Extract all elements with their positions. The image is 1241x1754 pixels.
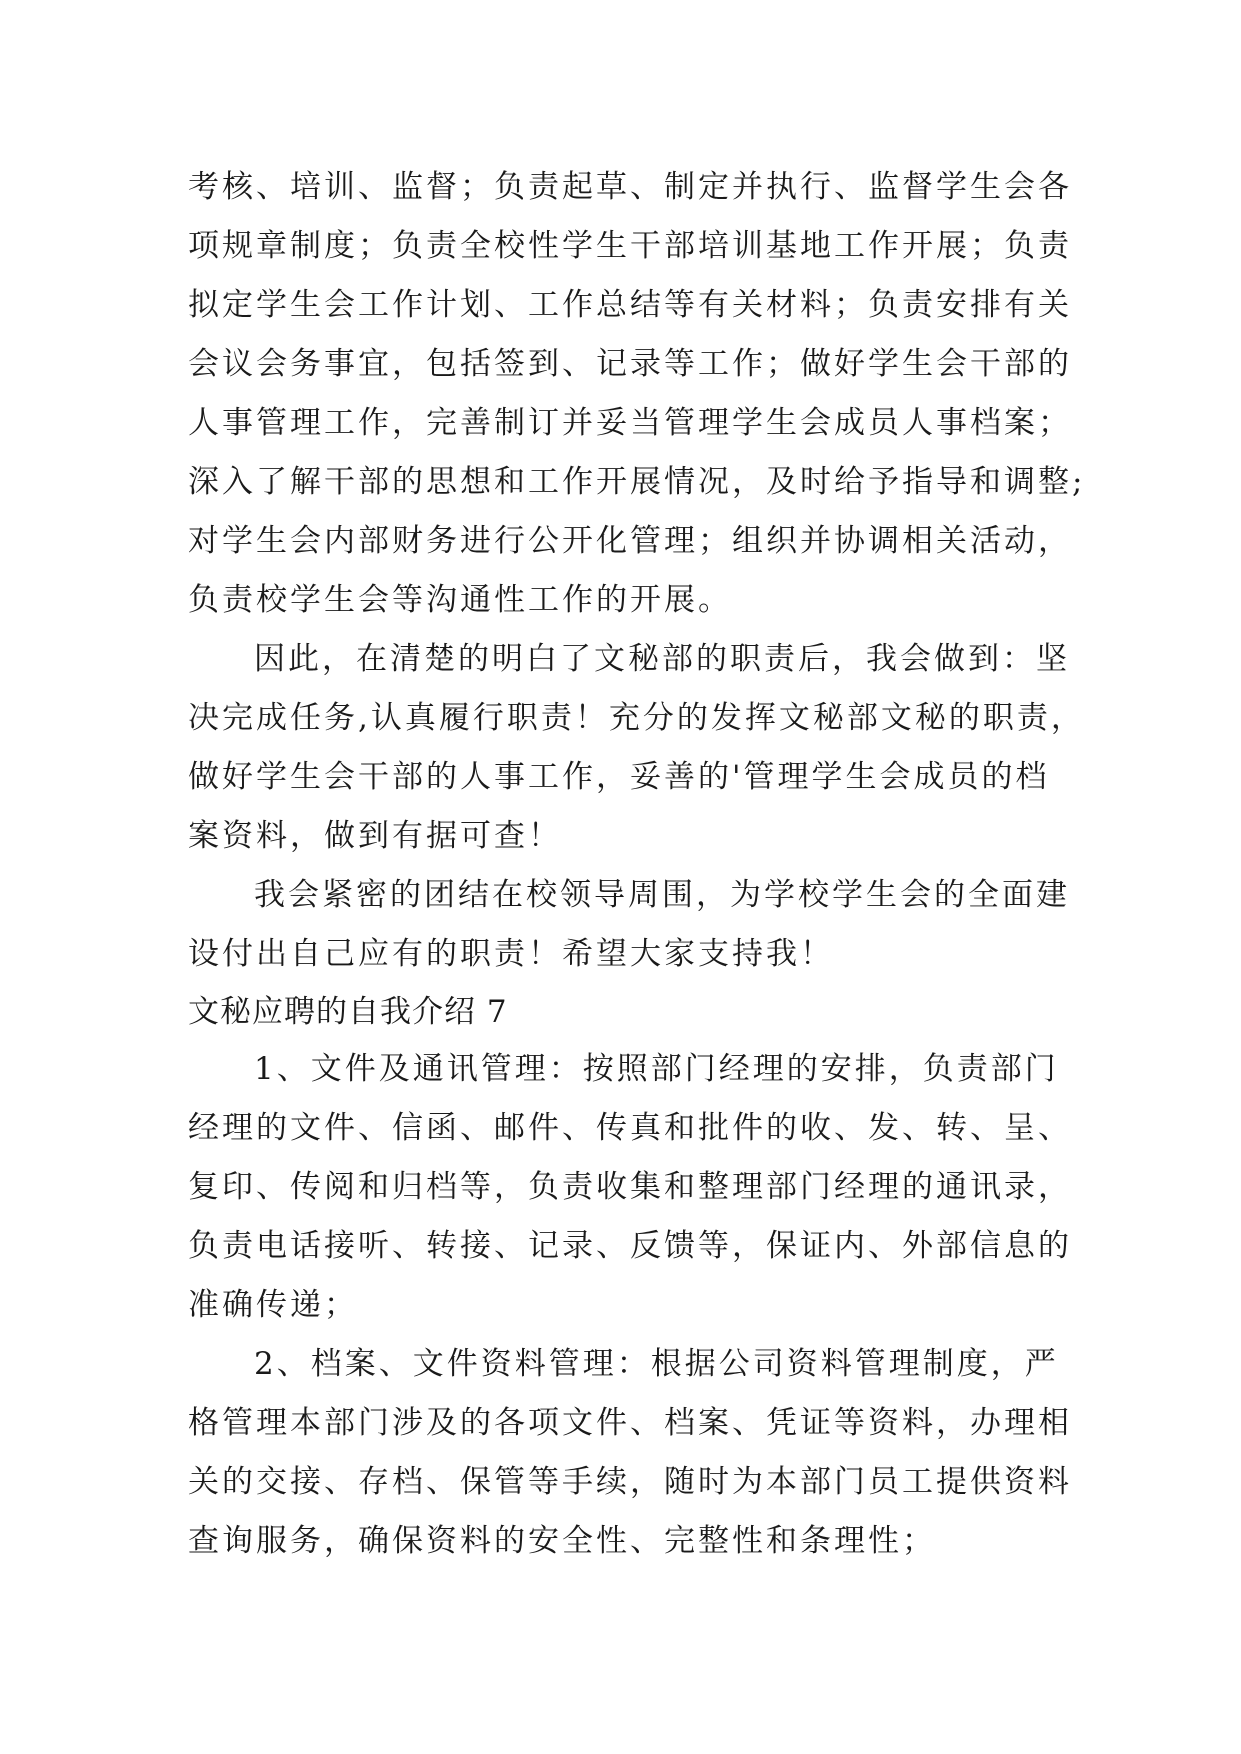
text-line: 2、档案、文件资料管理：根据公司资料管理制度，严 (254, 1346, 1059, 1382)
section-heading: 文秘应聘的自我介绍 7 (188, 994, 508, 1030)
text-line: 负责校学生会等沟通性工作的开展。 (188, 582, 732, 618)
document-body (188, 158, 1086, 1571)
text-line: 拟定学生会工作计划、工作总结等有关材料；负责安排有关 (188, 287, 1072, 323)
text-line: 复印、传阅和归档等，负责收集和整理部门经理的通讯录， (188, 1169, 1072, 1205)
text-line: 准确传递； (188, 1287, 358, 1323)
text-line: 负责电话接听、转接、记录、反馈等，保证内、外部信息的 (188, 1228, 1072, 1264)
text-line: 关的交接、存档、保管等手续，随时为本部门员工提供资料 (188, 1464, 1072, 1500)
text-line: 经理的文件、信函、邮件、传真和批件的收、发、转、呈、 (188, 1110, 1072, 1146)
text-line: 对学生会内部财务进行公开化管理；组织并协调相关活动， (188, 523, 1072, 559)
text-line: 因此，在清楚的明白了文秘部的职责后，我会做到：坚 (254, 641, 1070, 677)
text-line: 人事管理工作，完善制订并妥当管理学生会成员人事档案； (188, 405, 1072, 441)
text-line: 决完成任务,认真履行职责！充分的发挥文秘部文秘的职责， (188, 700, 1085, 736)
text-line: 格管理本部门涉及的各项文件、档案、凭证等资料，办理相 (188, 1405, 1072, 1441)
text-line: 会议会务事宜，包括签到、记录等工作；做好学生会干部的 (188, 346, 1072, 382)
text-line: 考核、培训、监督；负责起草、制定并执行、监督学生会各 (188, 169, 1072, 205)
text-line: 设付出自己应有的职责！希望大家支持我！ (188, 936, 834, 972)
text-line: 深入了解干部的思想和工作开展情况，及时给予指导和调整; (188, 464, 1086, 500)
text-line: 案资料，做到有据可查！ (188, 818, 562, 854)
text-line: 我会紧密的团结在校领导周围，为学校学生会的全面建 (254, 877, 1070, 913)
text-line: 做好学生会干部的人事工作，妥善的'管理学生会成员的档 (188, 759, 1050, 795)
text-line: 1、文件及通讯管理：按照部门经理的安排，负责部门 (254, 1051, 1059, 1087)
text-line: 查询服务，确保资料的安全性、完整性和条理性； (188, 1523, 936, 1559)
text-line: 项规章制度；负责全校性学生干部培训基地工作开展；负责 (188, 228, 1072, 264)
